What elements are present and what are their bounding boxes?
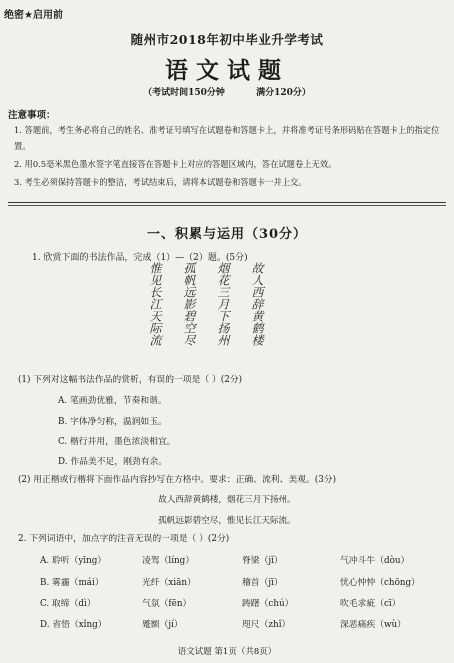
note-item-3: 3. 考生必须保持答题卡的整洁，考试结束后，请将本试题卷和答题卡一并上交。 <box>14 177 307 187</box>
option-b: B. 字体净匀称，温润如玉。 <box>58 417 167 427</box>
option-c: C. 楷行并用，墨色浓淡相宜。 <box>58 437 176 447</box>
q2-word: 深恶痛疾（wù） <box>340 620 406 630</box>
calligraphy-column-4: 惟见长江天际流 <box>148 262 162 346</box>
question-1-stem: 1. 欣赏下面的书法作品，完成（1）—（2）题。(5分) <box>32 253 248 263</box>
q2-word: A. 聆听（yīng） <box>40 556 107 566</box>
option-d: D. 作品美不足，刚劲有余。 <box>58 457 168 467</box>
q2-word: 踌躇（chú） <box>242 599 294 609</box>
poem-line-1: 故人西辞黄鹤楼，烟花三月下扬州。 <box>158 495 296 505</box>
question-2-stem: 2. 下列词语中，加点字的注音无误的一项是（ ）(2分) <box>18 534 230 544</box>
divider-thick <box>8 202 446 203</box>
q2-word: B. 雾霾（mái） <box>40 578 104 588</box>
calligraphy-column-2: 烟花三月下扬州 <box>216 262 230 346</box>
calligraphy-artwork <box>138 262 280 358</box>
q2-word: 蹙额（jí） <box>142 620 183 630</box>
calligraphy-column-1: 故人西辞黄鹤楼 <box>250 262 264 346</box>
poem-line-2: 孤帆远影碧空尽，惟见长江天际流。 <box>158 516 296 526</box>
question-1-part-2: (2) 用正楷或行楷将下面作品内容抄写在方格中。要求：正确、流利、美观。(3分) <box>18 475 337 485</box>
section-title: 一、积累与运用（30分） <box>146 227 308 242</box>
confidential-mark: 绝密★启用前 <box>4 10 63 21</box>
question-1-part-1: (1) 下列对这幅书法作品的赏析，有误的一项是（ ）(2分) <box>18 375 243 385</box>
calligraphy-column-3: 孤帆远影碧空尽 <box>182 262 196 346</box>
q2-word: C. 取缔（dì） <box>40 599 96 609</box>
q2-word: 吹毛求疵（cī） <box>340 599 401 609</box>
exam-title: 随州市2018年初中毕业升学考试 <box>130 32 324 47</box>
q2-word: 咫尺（zhǐ） <box>242 620 291 630</box>
q2-word: 凌驾（líng） <box>142 556 195 566</box>
option-a: A. 笔画劲优雅，节奏和谐。 <box>58 396 167 406</box>
note-item-2: 2. 用0.5毫米黑色墨水签字笔直接答在答题卡上对应的答题区域内，答在试题卷上无效。 <box>14 159 337 169</box>
q2-word: 气氛（fēn） <box>142 599 192 609</box>
q2-word: 忧心忡忡（chōng） <box>340 578 420 588</box>
q2-word: 光纤（xiān） <box>142 578 196 588</box>
exam-full-score: 满分120分） <box>256 88 311 98</box>
divider-thin <box>8 205 446 206</box>
note-item-1: 1. 答题前，考生务必将自己的姓名、准考证号填写在试题卷和答题卡上，并将准考证号条形码贴在答题卡上的指定位置。 <box>14 125 440 151</box>
q2-word: 稽首（jī） <box>242 578 283 588</box>
q2-word: 气冲斗牛（dòu） <box>340 556 410 566</box>
q2-word: 脊梁（jǐ） <box>242 556 283 566</box>
page-footer: 语文试题 第1页（共8页） <box>177 647 277 657</box>
q2-word: D. 省悟（xǐng） <box>40 620 107 630</box>
exam-time-line <box>0 85 454 98</box>
exam-duration: （考试时间150分钟 <box>143 88 225 98</box>
subject-title: 语文试题 <box>165 57 289 84</box>
notes-heading: 注意事项： <box>8 110 56 121</box>
